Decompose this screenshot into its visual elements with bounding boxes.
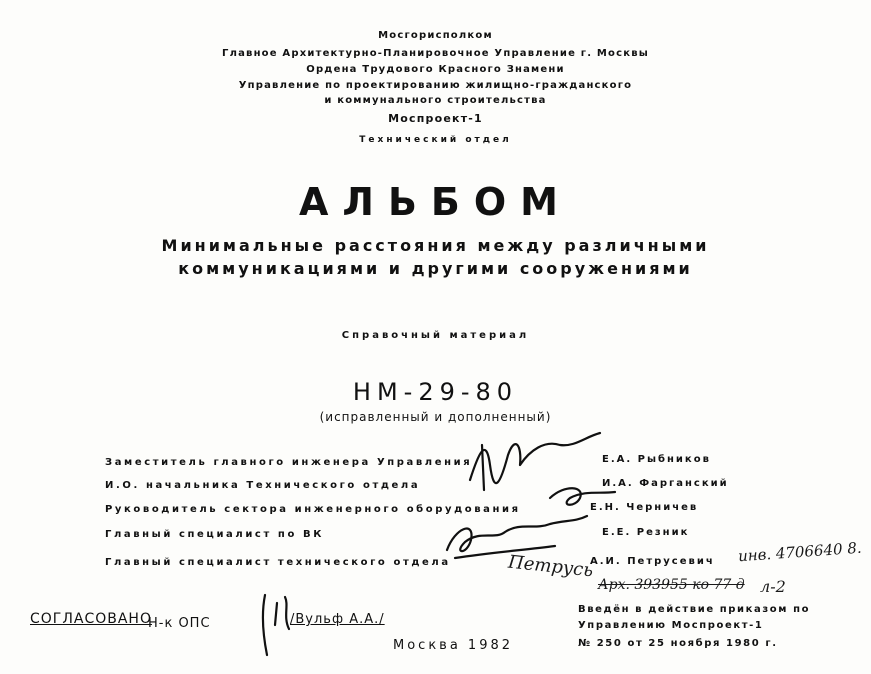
signatory-name-1: Е.А. Рыбников	[602, 454, 711, 465]
order-note-line-2: Управлению Моспроект-1	[578, 620, 764, 631]
signatory-position-4: Главный специалист по ВК	[105, 529, 324, 540]
agreed-label: СОГЛАСОВАНО	[30, 611, 152, 627]
reference-type: Справочный материал	[341, 330, 530, 341]
subtitle-line-1: Минимальные расстояния между различными	[161, 236, 710, 255]
city-year: Москва 1982	[393, 638, 514, 653]
signature-mark-2	[540, 480, 620, 510]
department-name: Технический отдел	[359, 135, 512, 145]
subtitle-line-2: коммуникациями и другими сооружениями	[178, 259, 693, 278]
org-header: Мосгорисполком	[378, 30, 493, 41]
order-note-line-1: Введён в действие приказом по	[578, 604, 811, 615]
signatory-name-5: А.И. Петрусевич	[590, 556, 715, 567]
handwritten-archive-number: Арх. 393955 ко 77 д	[598, 577, 745, 593]
document-note: (исправленный и дополненный)	[319, 410, 552, 424]
signatory-position-1: Заместитель главного инженера Управления	[105, 457, 473, 468]
signatory-position-2: И.О. начальника Технического отдела	[105, 480, 421, 491]
signatory-name-3: Е.Н. Черничев	[590, 502, 699, 513]
org-line-1: Главное Архитектурно-Планировочное Управление г. Москвы	[222, 48, 649, 59]
album-title: АЛЬБОМ	[298, 180, 573, 224]
org-line-2: Ордена Трудового Красного Знамени	[306, 64, 565, 75]
signatory-name-4: Е.Е. Резник	[602, 527, 690, 538]
handwritten-inventory-number: инв. 4706640 8.	[737, 538, 863, 566]
signature-mark-3	[435, 510, 595, 565]
org-line-3: Управление по проектированию жилищно-гражданского	[238, 80, 633, 91]
handwritten-signature-word: Петрусь	[507, 551, 595, 582]
handwritten-sheet-number: л-2	[760, 577, 786, 596]
signatory-position-3: Руководитель сектора инженерного оборудования	[105, 504, 521, 515]
institute-name: Моспроект-1	[388, 112, 483, 125]
signatory-name-2: И.А. Фарганский	[602, 478, 729, 489]
document-code: НМ-29-80	[352, 378, 519, 406]
org-line-4: и коммунального строительства	[324, 95, 547, 106]
order-note-line-3: № 250 от 25 ноября 1980 г.	[578, 638, 778, 649]
agreed-name: /Вульф А.А./	[290, 612, 385, 627]
signatory-position-5: Главный специалист технического отдела	[105, 557, 451, 568]
agreed-organization: Н-к ОПС	[148, 616, 211, 631]
